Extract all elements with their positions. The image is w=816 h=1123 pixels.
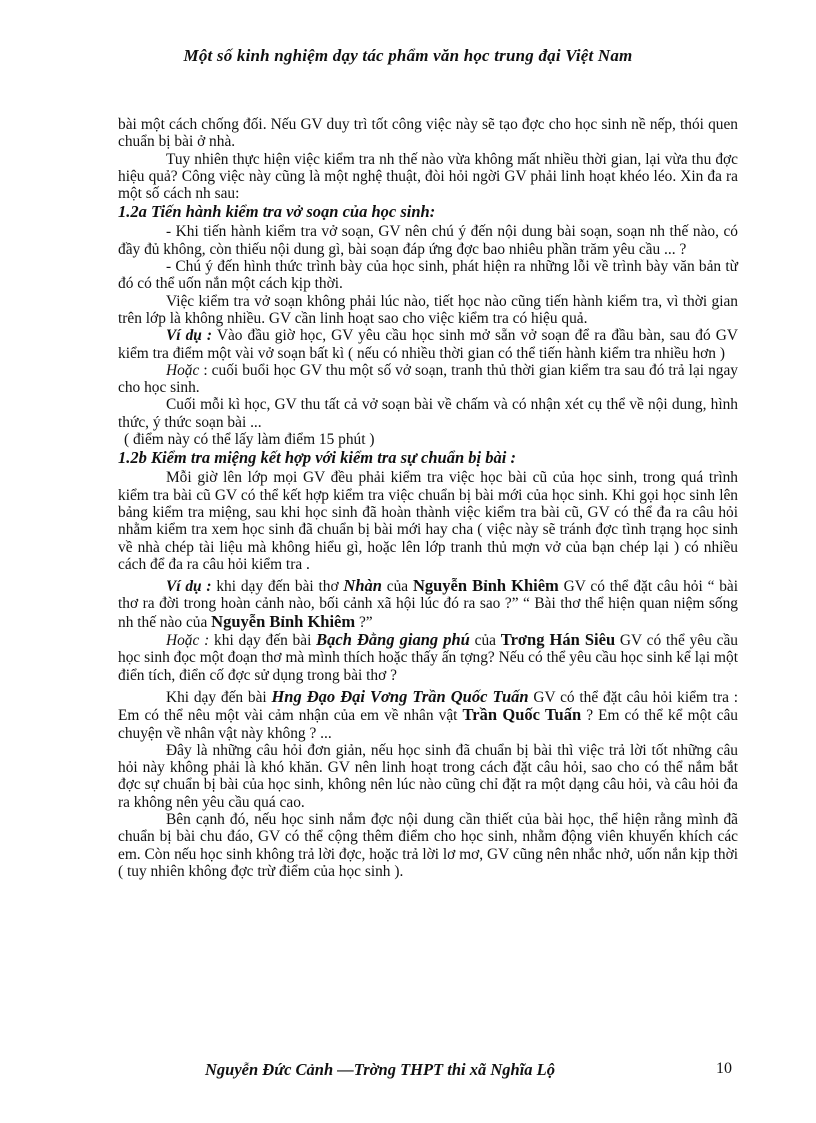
author-name: Nguyễn Bỉnh Khiêm <box>412 576 559 596</box>
paragraph-12-text-b: của <box>469 632 501 650</box>
paragraph-13 <box>118 688 738 742</box>
or-label-2: Hoặc : <box>166 632 210 650</box>
paragraph-14: Đây là những câu hỏi đơn giản, nếu học sinh đã chuẩn bị bài thì việc trả lời tốt những câu hỏi này không phải là khó khăn. GV nên linh hoạt trong cách đặt câu hỏi, sao cho có thể nắm bắt đợc sự chuẩn bị bài của học sinh, không nên lúc nào cũng chỉ đặt ra một dạng câu hỏi, và câu hỏi đa ra không nên yêu cầu quá cao. <box>118 741 738 811</box>
paragraph-12-text-a: khi dạy đến bài <box>209 632 317 650</box>
paragraph-7 <box>118 362 738 397</box>
or-label: Hoặc <box>166 361 200 379</box>
paragraph-5: Việc kiểm tra vở soạn không phải lúc nào, tiết học nào cũng tiến hành kiểm tra, vì thời gian trên lớp là không nhiều. GV cần linh hoạt sao cho việc kiểm tra có hiệu quả. <box>118 292 738 327</box>
section-heading-1-2b: 1.2b Kiểm tra miệng kết hợp với kiểm tra sự chuẩn bị bài : <box>118 448 516 468</box>
paragraph-4: - Chú ý đến hình thức trình bày của học sinh, phát hiện ra những lỗi về trình bày văn bản từ đó có thể uốn nắn một cách kịp thời. <box>118 258 738 293</box>
paragraph-3: - Khi tiến hành kiểm tra vở soạn, GV nên chú ý đến nội dung bài soạn, soạn nh thế nào, có đầy đủ không, còn thiếu nội dung gì, bài soạn đáp ứng đợc bao nhiêu phần trăm yêu cầu ... ? <box>118 223 738 258</box>
paragraph-1: bài một cách chống đối. Nếu GV duy trì tốt công việc này sẽ tạo đợc cho học sinh nề nếp, thói quen chuẩn bị bài ở nhà. <box>118 116 738 151</box>
paragraph-7-text: : cuối buổi học GV thu một số vở soạn, tranh thủ thời gian kiểm tra sau đó trả lại ngay cho học sinh. <box>118 361 738 397</box>
example-label-2: Ví dụ : <box>166 578 212 596</box>
paragraph-13-text-a: Khi dạy đến bài <box>166 688 272 706</box>
paragraph-9: ( điểm này có thể lấy làm điểm 15 phút ) <box>124 431 375 449</box>
paragraph-11 <box>118 577 738 631</box>
paragraph-11-text-d: ?” <box>355 613 373 631</box>
paragraph-11-text-b: của <box>381 578 413 596</box>
paragraph-11-text-c: GV có thể đặt câu hỏi “ bài thơ ra đời trong hoàn cảnh nào, bối cảnh xã hội lúc đó ra sao ?” “ Bài thơ thể hiện quan niệm sống nh thế nào của <box>118 578 739 631</box>
paragraph-11-text-a: khi dạy đến bài thơ <box>211 578 344 596</box>
page-footer <box>0 1060 816 1084</box>
page-number: 10 <box>716 1060 732 1077</box>
paragraph-2: Tuy nhiên thực hiện việc kiểm tra nh thế nào vừa không mất nhiều thời gian, lại vừa thu đợc hiệu quả? Công việc này cũng là một nghệ thuật, đòi hỏi ngời GV phải linh hoạt khéo léo. Xin đa ra một số cách nh sau: <box>118 150 738 203</box>
paragraph-12-text-c: GV có thể yêu cầu học sinh đọc một đoạn thơ mà mình thích hoặc thấy ấn tợng? Nếu có thể yêu cầu học sinh kể lại một điển tích, điển cố đợc sử dụng trong bài thơ ? <box>118 632 738 684</box>
character-name: Trần Quốc Tuấn <box>462 705 582 725</box>
author-name-3: Trơng Hán Siêu <box>500 630 616 650</box>
paragraph-13-text-b: GV có thể đặt câu hỏi kiểm tra : Em có thể nêu một vài cảm nhận của em về nhân vật <box>118 688 738 725</box>
paragraph-12 <box>118 631 738 684</box>
paragraph-8: Cuối mỗi kì học, GV thu tất cả vở soạn bài về chấm và có nhận xét cụ thể về nội dung, hình thức, ý thức soạn bài ... <box>118 396 738 431</box>
footer-author: Nguyễn Đức Cảnh —Trờng THPT thi xã Nghĩa Lộ <box>205 1060 555 1079</box>
paragraph-6-text: Vào đầu giờ học, GV yêu cầu học sinh mở sẵn vở soạn để ra đầu bàn, sau đó GV kiểm tra điểm một vài vở soạn bất kì ( nếu có nhiều thời gian có thể tiến hành kiểm tra nhiều hơn ) <box>118 327 738 362</box>
work-title-bach-dang: Bạch Đằng giang phú <box>316 630 470 650</box>
paragraph-6 <box>118 327 738 362</box>
example-label: Ví dụ : <box>166 327 213 345</box>
work-title-hung-dao: Hng Đạo Đại Vơng Trần Quốc Tuấn <box>271 686 529 706</box>
running-header: Một số kinh nghiệm dạy tác phẩm văn học trung đại Việt Nam <box>183 46 633 65</box>
paragraph-15: Bên cạnh đó, nếu học sinh nắm đợc nội dung cần thiết của bài học, thể hiện rằng mình đã chuẩn bị bài chu đáo, GV có thể cộng thêm điểm cho học sinh, nhằm động viên khuyến khích các em. Còn nếu học sinh không trả lời đợc, hoặc trả lời lơ mơ, GV cũng nên nhắc nhở, uốn nắn kịp thời ( tuy nhiên không đợc trừ điểm của học sinh ). <box>118 810 738 880</box>
page-body <box>118 116 738 880</box>
work-title-nhan: Nhàn <box>343 576 382 596</box>
author-name-2: Nguyễn Bỉnh Khiêm <box>211 611 356 631</box>
section-heading-1-2a: 1.2a Tiến hành kiểm tra vở soạn của học sinh: <box>118 202 436 222</box>
paragraph-10: Mỗi giờ lên lớp mọi GV đều phải kiểm tra việc học bài cũ của học sinh, trong quá trình kiểm tra bài cũ GV có thể kết hợp kiểm tra việc chuẩn bị bài mới của học sinh. Khi gọi học sinh lên bảng kiểm tra miệng, sau khi học sinh đã hoàn thành việc kiểm tra bài cũ, GV có thể đa ra câu hỏi nhằm kiểm tra xem học sinh đã chuẩn bị bài mới hay cha ( việc này sẽ tránh đợc tình trạng học sinh về nhà chép tài liệu mà không hiểu gì, hoặc lên lớp tranh thủ mợn vở của bạn chép lại ) có nhiều cách để đa ra câu hỏi kiểm tra . <box>118 469 738 573</box>
paragraph-13-text-c: ? Em có thể kể một câu chuyện về nhân vật này không ? ... <box>118 707 738 742</box>
